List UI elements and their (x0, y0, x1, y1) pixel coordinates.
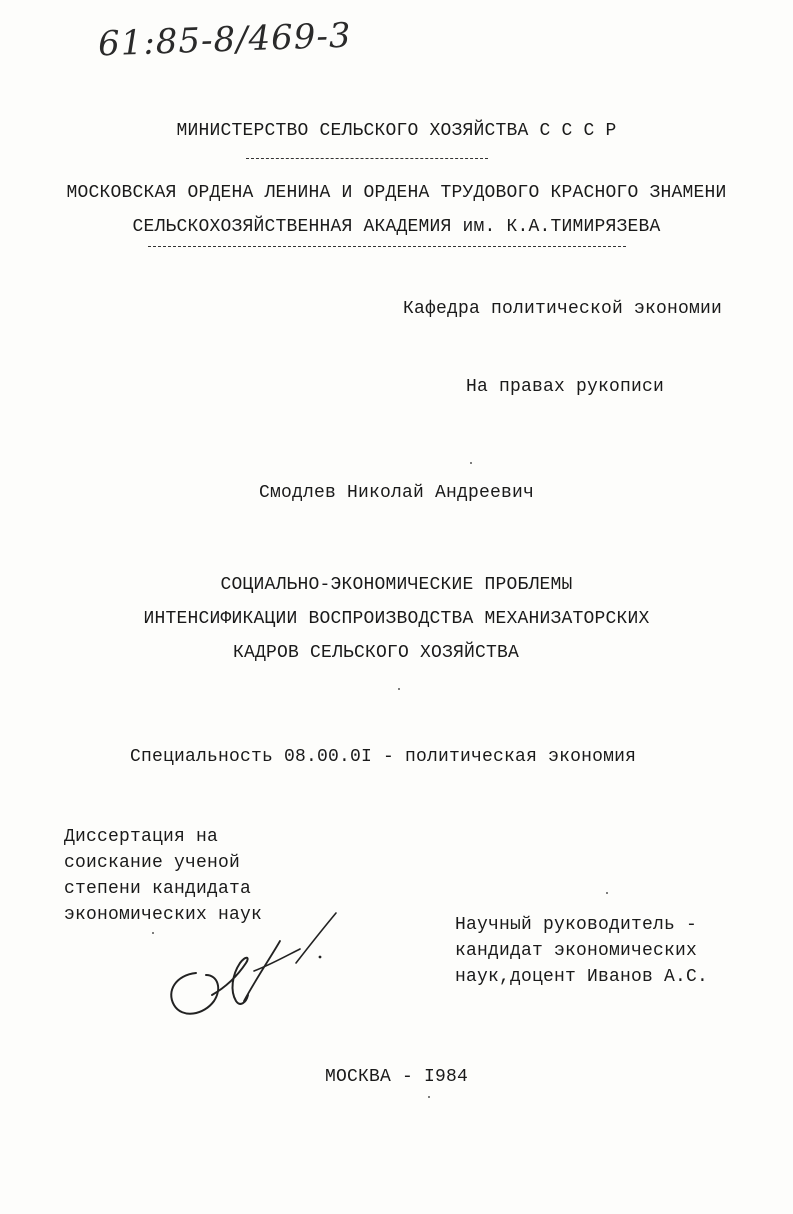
specialty: Специальность 08.00.0I - политическая экономия (130, 747, 637, 767)
supervisor-line-3: наук,доцент Иванов А.С. (455, 967, 709, 987)
author-signature (160, 905, 340, 1035)
academy-line-2: СЕЛЬСКОХОЗЯЙСТВЕННАЯ АКАДЕМИЯ им. К.А.ТИМИРЯЗЕВА (132, 217, 661, 237)
dissertation-line-2: соискание ученой (64, 853, 241, 873)
ministry-heading: МИНИСТЕРСТВО СЕЛЬСКОГО ХОЗЯЙСТВА С С С Р (176, 121, 617, 141)
title-line-2: ИНТЕНСИФИКАЦИИ ВОСПРОИЗВОДСТВА МЕХАНИЗАТОРСКИХ (143, 609, 650, 629)
scan-speck (398, 688, 400, 690)
dissertation-line-1: Диссертация на (64, 827, 219, 847)
author-name: Смодлев Николай Андреевич (258, 483, 535, 503)
manuscript-rights: На правах рукописи (466, 377, 665, 397)
scan-speck (428, 1096, 430, 1098)
dissertation-line-3: степени кандидата (64, 879, 252, 899)
archive-number: 61:85-8/469-3 (97, 15, 353, 65)
department: Кафедра политической экономии (403, 299, 723, 319)
city-year: МОСКВА - I984 (324, 1067, 469, 1087)
divider-academy (148, 246, 626, 247)
supervisor-line-2: кандидат экономических (455, 941, 698, 961)
scan-speck (470, 462, 472, 464)
divider-ministry (246, 158, 488, 159)
scan-speck (606, 892, 608, 894)
dissertation-line-4: экономических наук (64, 905, 263, 925)
supervisor-line-1: Научный руководитель - (455, 915, 698, 935)
academy-line-1: МОСКОВСКАЯ ОРДЕНА ЛЕНИНА И ОРДЕНА ТРУДОВОГО КРАСНОГО ЗНАМЕНИ (66, 183, 727, 203)
scan-speck (152, 932, 154, 934)
title-line-1: СОЦИАЛЬНО-ЭКОНОМИЧЕСКИЕ ПРОБЛЕМЫ (220, 575, 573, 595)
title-line-3: КАДРОВ СЕЛЬСКОГО ХОЗЯЙСТВА (233, 643, 520, 663)
